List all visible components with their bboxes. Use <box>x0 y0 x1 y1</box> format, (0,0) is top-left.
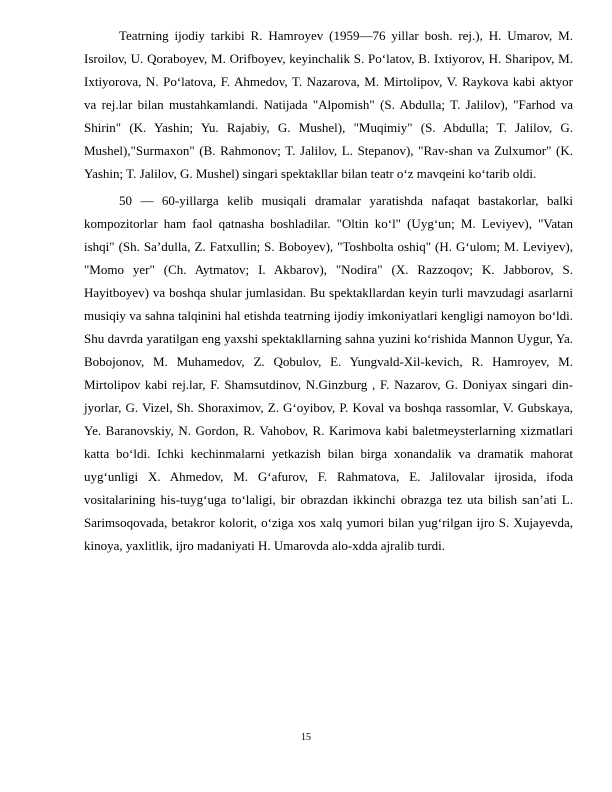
document-body <box>84 24 573 557</box>
paragraph-theatre-troupe: Teatrning ijodiy tarkibi R. Hamroyev (1959—76 yillar bosh. rej.), H. Umarov, M. Isroilov, U. Qoraboyev, M. Orifboyev, keyinchalik S. Poʻlatov, B. Ixtiyorov, H. Sharipov, M. Ixtiyorova, N. Poʻlatova, F. Ahmedov, T. Nazarova, M. Mirtolipov, V. Raykova kabi aktyor va rej.lar bilan mustahkamlandi. Natijada "Alpomish" (S. Abdulla; T. Jalilov), "Farhod va Shirin" (K. Yashin; Yu. Rajabiy, G. Mushel), "Muqimiy" (S. Abdulla; T. Jalilov, G. Mushel),"Surmaxon" (B. Rahmonov; T. Jalilov, L. Stepanov), "Rav-shan va Zulxumor" (K. Yashin; T. Jalilov, G. Mushel) singari spektakllar bilan teatr oʻz mavqeini koʻtarib oldi. <box>84 28 573 181</box>
page-number: 15 <box>301 732 311 743</box>
paragraph-musical-dramas: 50 — 60-yillarga kelib musiqali dramalar yaratishda nafaqat bastakorlar, balki kompozitorlar ham faol qatnasha boshladilar. "Oltin koʻl" (Uygʻun; M. Leviyev), "Vatan ishqi" (Sh. Saʼdulla, Z. Fatxullin; S. Boboyev), "Toshbolta oshiq" (H. Gʻulom; M. Leviyev), "Momo yer" (Ch. Aytmatov; I. Akbarov), "Nodira" (X. Razzoqov; K. Jabborov, S. Hayitboyev) va boshqa shular jumlasidan. Bu spektakllardan keyin turli mavzudagi asarlarni musiqiy va sahna talqinini hal etishda teatrning ijodiy imkoniyatlari kengligi namoyon boʻldi. Shu davrda yaratilgan eng yaxshi spektakllarning sahna yuzini koʻrishida Mannon Uygur, Ya. Bobojonov, M. Muhamedov, Z. Qobulov, E. Yungvald-Xil-kevich, R. Hamroyev, M. Mirtolipov kabi rej.lar, F. Shamsutdinov, N.Ginzburg , F. Nazarov, G. Doniyax singari din-jyorlar, G. Vizel, Sh. Shoraximov, Z. Gʻoyibov, P. Koval va boshqa rassomlar, V. Gubskaya, Ye. Baranovskiy, N. Gordon, R. Vahobov, R. Karimova kabi baletmeysterlarning xizmatlari katta boʻldi. Ichki kechinmalarni yetkazish bilan birga xonandalik va dramatik mahorat uygʻunligi X. Ahmedov, M. Gʻafurov, F. Rahmatova, E. Jalilovalar ijrosida, ifoda vositalarining his-tuygʻuga toʻlaligi, bir obrazdan ikkinchi obrazga tez uta bilish sanʼati L. Sarimsoqovada, betakror kolorit, oʻziga xos xalq yumori bilan yugʻrilgan ijro S. Xujayevda, kinoya, yaxlitlik, ijro madaniyati H. Umarovda alo-xdda ajralib turdi. <box>84 193 573 553</box>
